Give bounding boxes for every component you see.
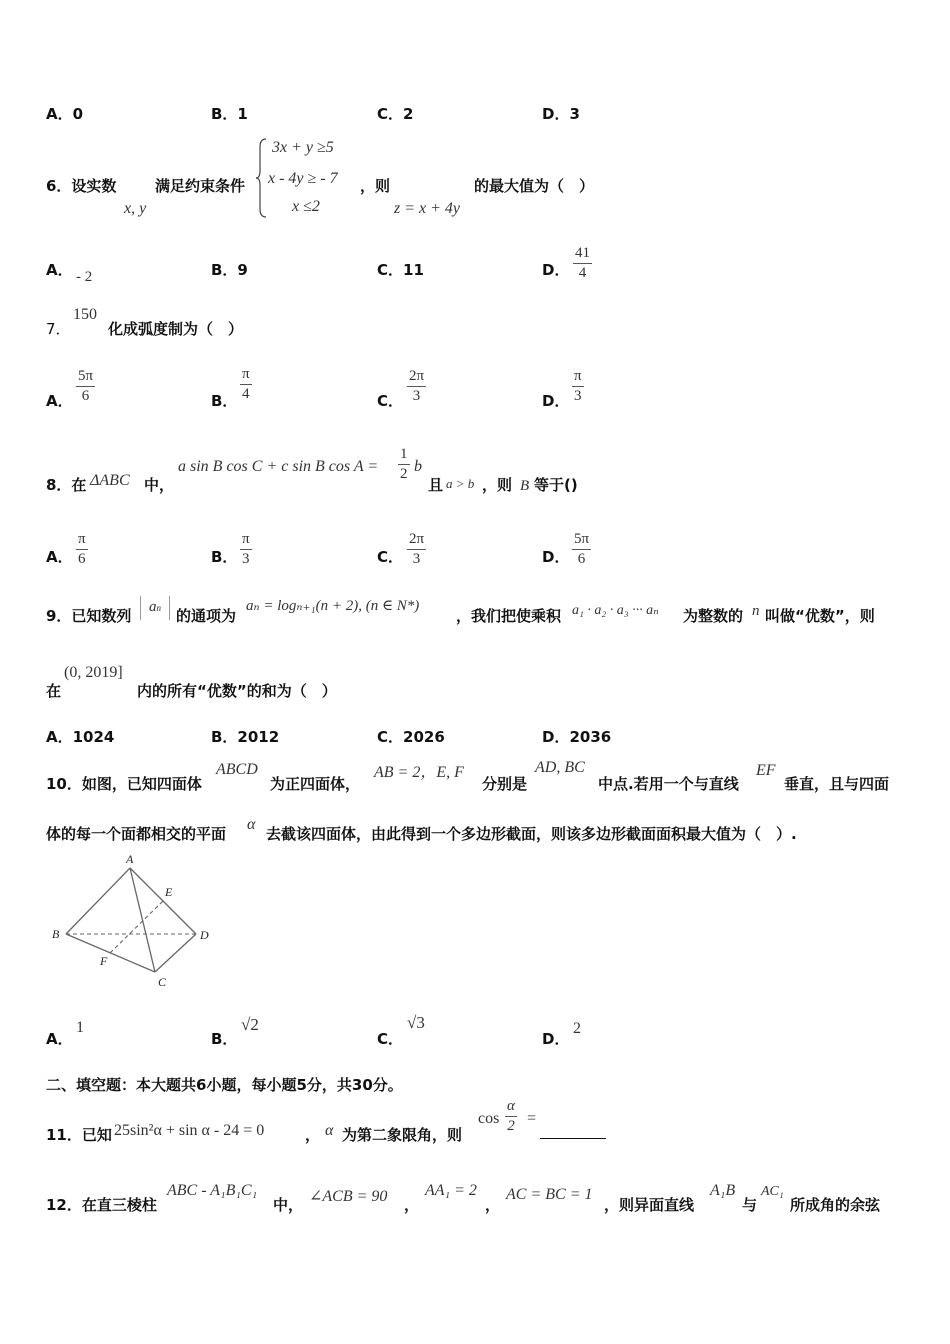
q6-option-d: D． xyxy=(542,261,570,279)
q11-equation: 25sin²α + sin α - 24 = 0 xyxy=(114,1122,265,1139)
q7-text: 化成弧度制为（ ） xyxy=(108,320,244,338)
q9-line2-suffix: 内的所有“优数”的和为（ ） xyxy=(137,682,337,700)
q7-option-d-fraction xyxy=(572,368,584,405)
q11-answer-blank[interactable] xyxy=(540,1124,606,1143)
section-2-heading: 二、填空题：本大题共6小题，每小题5分，共30分。 xyxy=(46,1076,403,1094)
q6-constraint-1: 3x + y ≥5 xyxy=(272,139,334,156)
q7-option-c-fraction xyxy=(407,368,426,405)
q8-option-c: C． xyxy=(377,548,404,566)
q10-prefix: 10．如图，已知四面体 xyxy=(46,775,202,793)
q6-constraint-2: x - 4y ≥ - 7 xyxy=(268,170,338,187)
label-b: B xyxy=(52,927,60,941)
q10-alpha: α xyxy=(247,816,256,833)
q8-option-d: D． xyxy=(542,548,570,566)
fraction-denominator: 3 xyxy=(574,388,582,404)
q8-equation: a sin B cos C + c sin B cos A = xyxy=(178,458,379,475)
q10-option-c: C． xyxy=(377,1030,404,1048)
q9-prefix: 9．已知数列 xyxy=(46,607,132,625)
q12-angle: ∠ACB = 90 xyxy=(309,1188,388,1205)
q9-n: n xyxy=(752,603,760,619)
fraction-numerator: 5π xyxy=(78,368,94,384)
fraction-denominator: 2 xyxy=(400,466,408,482)
q6-option-b: B．9 xyxy=(211,261,248,279)
q9-product: a₁ · a₂ · a₃ ··· aₙ xyxy=(572,603,659,618)
q7-option-b-fraction xyxy=(240,366,252,403)
q10-ab: AB = 2，E, F xyxy=(374,764,464,781)
q12-ac-bc: AC = BC = 1 xyxy=(506,1186,593,1203)
q6-option-c: C．11 xyxy=(377,261,424,279)
q9-mid3: 为整数的 xyxy=(683,607,744,625)
q6-then: ，则 xyxy=(360,177,391,195)
q8-then: ，则 xyxy=(482,476,513,494)
fraction-numerator: α xyxy=(507,1098,515,1114)
q10-p1: 为正四面体， xyxy=(270,775,361,793)
q10-ef: EF xyxy=(756,762,776,779)
q10-line2a: 体的每一个面都相交的平面 xyxy=(46,825,227,843)
fraction-numerator: 5π xyxy=(574,531,590,547)
q6-option-d-fraction xyxy=(573,245,592,282)
q8-option-a-fraction xyxy=(76,531,88,568)
q9-mid2: ，我们把使乘积 xyxy=(456,607,562,625)
q10-option-d: D． xyxy=(542,1030,570,1048)
fraction-denominator: 2 xyxy=(507,1118,515,1134)
label-e: E xyxy=(165,885,173,899)
q11-half-alpha xyxy=(505,1098,517,1135)
q12-mid: 中， xyxy=(273,1196,304,1214)
label-c: C xyxy=(158,975,167,989)
label-f: F xyxy=(100,954,108,968)
fraction-denominator: 3 xyxy=(242,551,250,567)
q10-option-a: A． xyxy=(46,1030,73,1048)
q6-option-a: A． xyxy=(46,261,73,279)
q6-suffix: 的最大值为（ ） xyxy=(474,177,595,195)
q10-option-b: B． xyxy=(211,1030,238,1048)
q6-constraint-3: x ≤2 xyxy=(292,198,320,215)
fraction-denominator: 4 xyxy=(578,265,587,281)
q6-option-a-value: - 2 xyxy=(76,269,93,285)
q8-suffix: 等于() xyxy=(534,476,578,494)
q12-and: 与 xyxy=(742,1196,758,1214)
q10-tetrahedron-figure xyxy=(40,848,230,996)
fraction-numerator: π xyxy=(78,531,86,547)
fraction-numerator: π xyxy=(574,368,582,384)
q11-cos: cos xyxy=(478,1110,500,1127)
edge-ac xyxy=(130,868,155,972)
edge-cd xyxy=(155,934,196,972)
q8-b: b xyxy=(414,458,422,475)
q6-mid: 满足约束条件 xyxy=(155,177,246,195)
q11-prefix: 11．已知 xyxy=(46,1126,112,1144)
fraction-numerator: π xyxy=(242,531,250,547)
q6-prefix: 6．设实数 xyxy=(46,177,117,195)
q6-objective: z = x + 4y xyxy=(394,200,461,217)
q8-option-b-fraction xyxy=(240,531,252,568)
fraction-numerator: 2π xyxy=(409,531,425,547)
fraction-denominator: 6 xyxy=(577,551,586,567)
q8-prefix: 8．在 xyxy=(46,476,87,494)
q7-option-a-fraction xyxy=(76,368,95,405)
q7-option-c: C． xyxy=(377,392,404,410)
q9-suffix: 叫做“优数”，则 xyxy=(765,607,875,625)
q8-option-b: B． xyxy=(211,548,238,566)
q9-interval: (0, 2019] xyxy=(64,664,123,681)
fraction-denominator: 6 xyxy=(78,551,86,567)
q9-option-a: A．1024 xyxy=(46,728,115,746)
q8-and: 且 xyxy=(428,476,444,494)
q8-condition: a > b xyxy=(446,476,475,491)
fraction-denominator: 3 xyxy=(412,388,421,404)
q9-formula: aₙ = logₙ₊₁(n + 2), (n ∈ N*) xyxy=(246,598,420,614)
q8-angle-b: B xyxy=(520,478,530,494)
q11-equals: = xyxy=(527,1110,537,1127)
q10-option-b-value: √2 xyxy=(241,1015,259,1034)
q9-option-b: B．2012 xyxy=(211,728,280,746)
fraction-denominator: 4 xyxy=(242,386,250,402)
q8-option-d-fraction xyxy=(572,531,591,568)
edge-ad xyxy=(130,868,196,934)
q12-prefix: 12．在直三棱柱 xyxy=(46,1196,157,1214)
q12-comma-2: ， xyxy=(485,1196,501,1214)
q9-option-c: C．2026 xyxy=(377,728,445,746)
fraction-denominator: 3 xyxy=(412,551,421,567)
q10-option-c-value: √3 xyxy=(407,1013,425,1032)
q7-prefix: 7． xyxy=(46,320,71,338)
q10-abcd: ABCD xyxy=(216,761,258,778)
q7-option-d: D． xyxy=(542,392,570,410)
q11-mid: 为第二象限角，则 xyxy=(342,1126,463,1144)
q8-half xyxy=(398,446,410,483)
q8-option-a: A． xyxy=(46,548,73,566)
q10-p3: 中点.若用一个与直线 xyxy=(598,775,739,793)
q8-option-c-fraction xyxy=(407,531,426,568)
q12-prism: ABC - A₁B₁C₁ xyxy=(167,1182,258,1199)
q9-line2-prefix: 在 xyxy=(46,682,62,700)
segment-ef-hidden xyxy=(110,901,163,953)
q10-p2: 分别是 xyxy=(482,775,528,793)
q5-option-b: B．1 xyxy=(211,105,248,123)
q12-mid2: ，则异面直线 xyxy=(604,1196,695,1214)
q9-sequence-term: a xyxy=(149,599,157,615)
q11-comma: ， xyxy=(305,1126,321,1144)
q10-option-a-value: 1 xyxy=(76,1019,84,1036)
q7-degree: 150 xyxy=(73,306,97,323)
q9-sequence: an xyxy=(140,596,170,620)
q12-a1b: A₁B xyxy=(710,1182,736,1199)
q12-ac1: AC₁ xyxy=(761,1184,784,1199)
q7-option-a: A． xyxy=(46,392,73,410)
fraction-denominator: 6 xyxy=(81,388,90,404)
q5-option-a: A．0 xyxy=(46,105,84,123)
label-a: A xyxy=(126,852,134,866)
fraction-numerator: π xyxy=(242,366,250,382)
q7-option-b: B． xyxy=(211,392,238,410)
edge-ab xyxy=(66,868,130,934)
fraction-numerator: 41 xyxy=(575,245,590,261)
q6-vars: x, y xyxy=(124,200,147,217)
q12-comma-1: ， xyxy=(404,1196,420,1214)
label-d: D xyxy=(200,928,209,942)
q8-triangle: ΔABC xyxy=(90,472,130,489)
q5-option-c: C．2 xyxy=(377,105,414,123)
q9-mid: 的通项为 xyxy=(176,607,237,625)
q10-adbc: AD, BC xyxy=(535,759,585,776)
q9-option-d: D．2036 xyxy=(542,728,612,746)
q10-line2b: 去截该四面体，由此得到一个多边形截面，则该多边形截面面积最大值为（ ）. xyxy=(266,825,797,843)
fraction-numerator: 1 xyxy=(400,446,408,462)
q10-p4: 垂直，且与四面 xyxy=(784,775,890,793)
q8-mid: 中， xyxy=(144,476,175,494)
q5-option-d: D．3 xyxy=(542,105,580,123)
q11-alpha: α xyxy=(325,1122,334,1139)
q12-aa1: AA₁ = 2 xyxy=(425,1182,477,1199)
q12-suffix: 所成角的余弦 xyxy=(790,1196,881,1214)
q10-option-d-value: 2 xyxy=(573,1020,581,1037)
fraction-numerator: 2π xyxy=(409,368,425,384)
